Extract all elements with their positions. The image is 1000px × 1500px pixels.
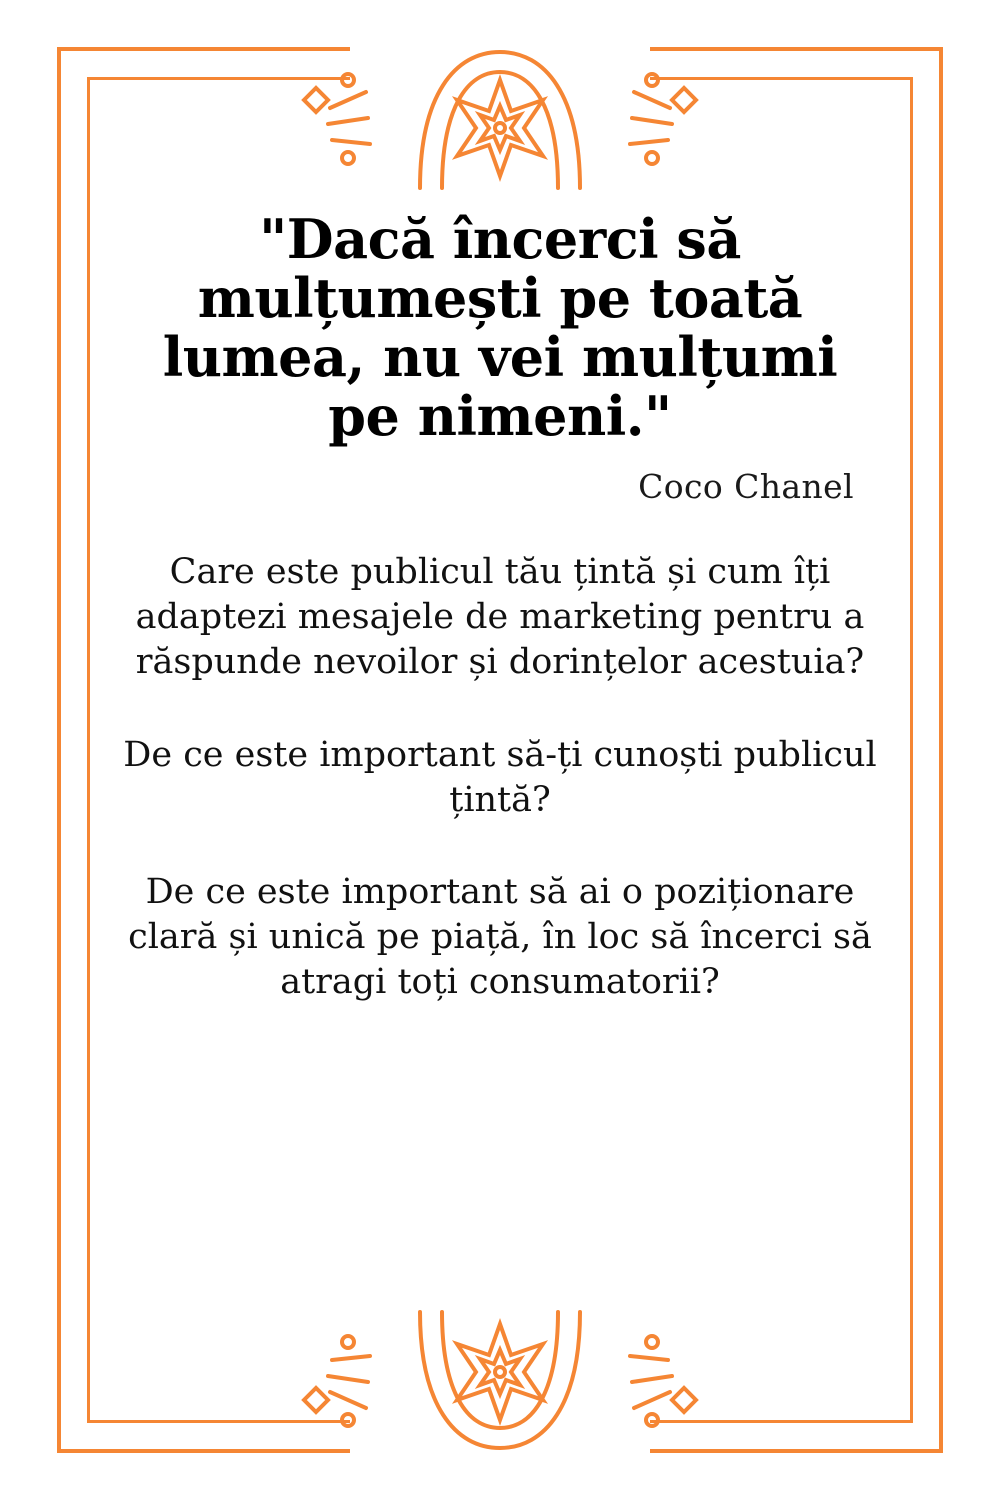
quote-author: Coco Chanel xyxy=(638,467,854,507)
star-burst-ornament-icon xyxy=(270,40,730,190)
star-burst-ornament-icon-bottom xyxy=(270,1310,730,1460)
question-item: Care este publicul tău țintă și cum îți adaptezi mesajele de marketing pentru a răspunde nevoilor și dorințelor acestuia? xyxy=(135,552,865,683)
quote-text: "Dacă încerci să mulțumești pe toată lumea, nu vei mulțumi pe nimeni." xyxy=(162,207,838,448)
question-item: De ce este important să-ți cunoști publicul țintă? xyxy=(123,734,877,820)
question-item: De ce este important să ai o poziționare clară și unică pe piață, în loc să încerci să atragi toți consumatorii? xyxy=(128,872,872,1003)
corner-accent-bottom-right xyxy=(881,1391,943,1453)
corner-accent-bottom-left xyxy=(57,1391,119,1453)
corner-accent-top-left xyxy=(57,47,119,109)
question-list xyxy=(120,550,880,1004)
card-content xyxy=(120,207,880,1290)
corner-accent-top-right xyxy=(881,47,943,109)
